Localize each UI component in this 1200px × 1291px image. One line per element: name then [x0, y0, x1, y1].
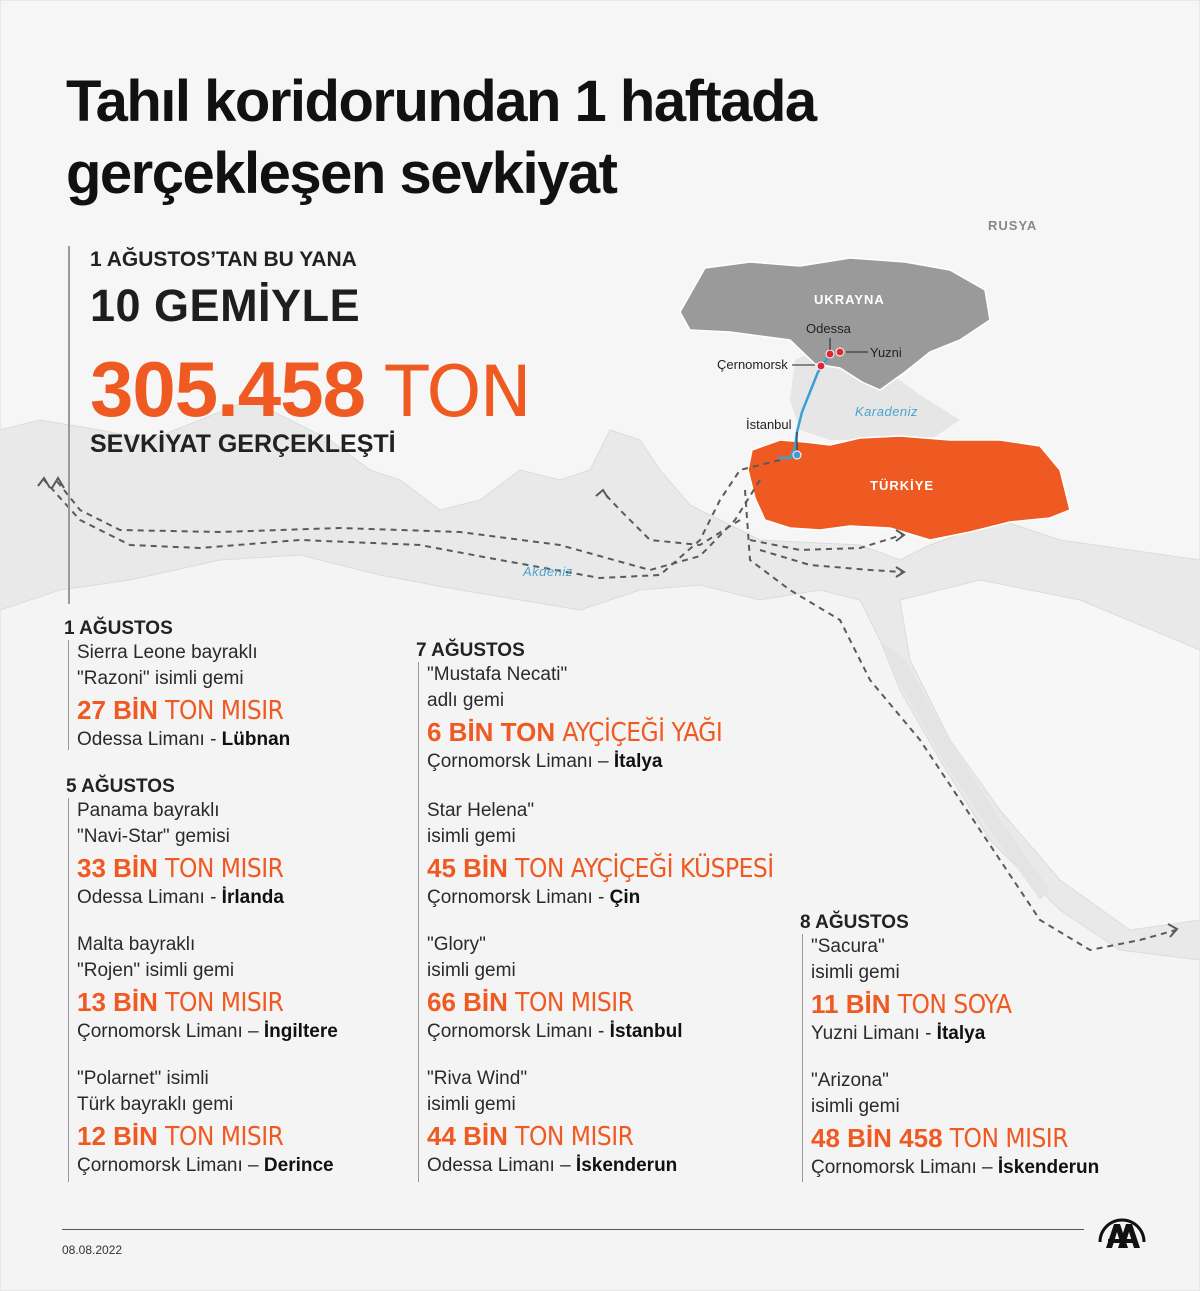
route-dest: İskenderun: [575, 1155, 678, 1176]
route-port: Çornomorsk Limanı –: [427, 751, 614, 772]
route-dest: İngiltere: [263, 1021, 338, 1042]
cargo-type: TON MISIR: [515, 1122, 634, 1152]
shipment-polarnet: [77, 1066, 407, 1179]
cargo-amount: 33 BİN: [77, 853, 158, 883]
route-port: Çornomorsk Limanı -: [427, 1021, 610, 1042]
ship-cargo: [811, 1122, 1141, 1155]
ship-cargo: [427, 716, 757, 749]
odessa-marker: [826, 350, 834, 358]
label-russia: RUSYA: [988, 218, 1038, 233]
cargo-amount: 6 BİN TON: [427, 717, 556, 747]
ship-route: [811, 1155, 1141, 1181]
ship-type: adlı gemi: [427, 690, 505, 711]
footer-date: 08.08.2022: [62, 1243, 123, 1257]
cargo-type: TON MISIR: [165, 854, 284, 884]
ship-name: "Glory": [427, 934, 486, 955]
route-port: Çornomorsk Limanı –: [811, 1157, 998, 1178]
cargo-amount: 44 BİN: [427, 1121, 508, 1151]
ship-cargo: [427, 1120, 757, 1153]
label-istanbul: İstanbul: [746, 417, 792, 432]
ship-name: "Arizona": [811, 1070, 889, 1091]
cargo-amount: 48 BİN 458: [811, 1123, 943, 1153]
ship-route: [811, 1021, 1141, 1047]
ship-type: isimli gemi: [427, 1094, 516, 1115]
ship-name: "Rojen" isimli gemi: [77, 960, 235, 981]
route-port: Çornomorsk Limanı –: [77, 1155, 264, 1176]
cargo-type: TON MISIR: [949, 1124, 1068, 1154]
date-1-agustos: 1 AĞUSTOS: [64, 618, 173, 639]
group-1-divider: [68, 640, 69, 750]
ship-cargo: [427, 986, 757, 1019]
shipment-razoni: [77, 640, 407, 753]
ship-flag: Sierra Leone bayraklı: [77, 642, 258, 663]
date-7-agustos: 7 AĞUSTOS: [416, 640, 525, 661]
route-dest: Çin: [609, 887, 641, 908]
route-port: Odessa Limanı –: [427, 1155, 576, 1176]
cargo-amount: 66 BİN: [427, 987, 508, 1017]
tons-unit: TON: [385, 351, 530, 433]
cargo-amount: 12 BİN: [77, 1121, 158, 1151]
group-7-divider: [418, 662, 419, 1182]
ship-type: isimli gemi: [811, 962, 900, 983]
ship-cargo: [77, 1120, 407, 1153]
ship-cargo: [77, 694, 407, 727]
ship-type: isimli gemi: [427, 826, 516, 847]
cargo-type: TON AYÇİÇEĞİ KÜSPESİ: [515, 854, 774, 884]
label-ukraine: UKRAYNA: [814, 292, 885, 307]
label-mediterranean: Akdeniz: [523, 564, 573, 579]
ship-name: Star Helena": [427, 800, 535, 821]
cargo-type: TON MISIR: [165, 988, 284, 1018]
tons-value: 305.458: [90, 345, 365, 433]
summary-ships: 10 GEMİYLE: [90, 280, 361, 331]
ship-cargo: [811, 988, 1141, 1021]
shipment-sacura: [811, 934, 1141, 1047]
ship-route: [77, 1153, 407, 1179]
route-dest: Lübnan: [221, 729, 291, 750]
cargo-type: AYÇİÇEĞİ YAĞI: [562, 718, 723, 748]
title-line-2: gerçekleşen sevkiyat: [66, 141, 617, 206]
cargo-type: TON MISIR: [515, 988, 634, 1018]
route-port: Odessa Limanı -: [77, 887, 222, 908]
ship-type: isimli gemi: [427, 960, 516, 981]
aa-logo-icon: [1094, 1208, 1150, 1259]
yuzni-marker: [836, 348, 844, 356]
cargo-amount: 27 BİN: [77, 695, 158, 725]
label-cernomorsk: Çernomorsk: [717, 357, 788, 372]
footer-divider: [62, 1229, 1084, 1230]
ship-route: [77, 885, 407, 911]
cargo-type: TON MISIR: [165, 696, 284, 726]
ship-cargo: [427, 852, 774, 885]
label-turkey: TÜRKİYE: [870, 478, 935, 493]
cargo-amount: 45 BİN: [427, 853, 508, 883]
shipment-navi-star: [77, 798, 407, 911]
label-yuzni: Yuzni: [870, 345, 902, 360]
page-title: [66, 66, 816, 210]
ship-flag: Türk bayraklı gemi: [77, 1094, 234, 1115]
date-8-agustos: 8 AĞUSTOS: [800, 912, 909, 933]
summary-tons: [90, 344, 530, 435]
cargo-type: TON SOYA: [897, 990, 1012, 1020]
route-port: Odessa Limanı -: [77, 729, 222, 750]
route-dest: İstanbul: [609, 1021, 683, 1042]
cargo-type: TON MISIR: [165, 1122, 284, 1152]
ship-name: "Polarnet" isimli: [77, 1068, 209, 1089]
ship-route: [427, 885, 757, 911]
ship-name: "Mustafa Necati": [427, 664, 568, 685]
route-dest: İtalya: [936, 1023, 986, 1044]
route-port: Yuzni Limanı -: [811, 1023, 937, 1044]
cernomorsk-marker: [817, 362, 825, 370]
route-dest: İtalya: [613, 751, 663, 772]
ship-route: [427, 749, 757, 775]
route-port: Çornomorsk Limanı –: [77, 1021, 264, 1042]
ship-route: [77, 1019, 407, 1045]
label-black-sea: Karadeniz: [855, 404, 919, 419]
group-5-divider: [68, 798, 69, 1182]
ship-type: isimli gemi: [811, 1096, 900, 1117]
istanbul-marker: [793, 451, 801, 459]
shipment-star-helena: [427, 798, 774, 911]
summary-done: SEVKİYAT GERÇEKLEŞTİ: [90, 430, 396, 458]
ship-route: [77, 727, 407, 753]
ship-route: [427, 1019, 757, 1045]
ship-cargo: [77, 986, 407, 1019]
route-dest: Derince: [263, 1155, 334, 1176]
ship-name: "Riva Wind": [427, 1068, 528, 1089]
shipment-arizona: [811, 1068, 1141, 1181]
route-dest: İrlanda: [221, 887, 284, 908]
group-8-divider: [802, 934, 803, 1182]
summary-since: 1 AĞUSTOS’TAN BU YANA: [90, 248, 357, 271]
ship-name: "Sacura": [811, 936, 885, 957]
shipment-rojen: [77, 932, 407, 1045]
ship-route: [427, 1153, 757, 1179]
shipment-riva-wind: [427, 1066, 757, 1179]
date-5-agustos: 5 AĞUSTOS: [66, 776, 175, 797]
cargo-amount: 13 BİN: [77, 987, 158, 1017]
shipment-mustafa-necati: [427, 662, 757, 775]
summary-divider: [68, 246, 70, 604]
ship-name: "Navi-Star" gemisi: [77, 826, 230, 847]
title-line-1: Tahıl koridorundan 1 haftada: [66, 69, 816, 134]
ship-flag: Panama bayraklı: [77, 800, 220, 821]
ship-flag: Malta bayraklı: [77, 934, 196, 955]
route-port: Çornomorsk Limanı -: [427, 887, 610, 908]
route-dest: İskenderun: [997, 1157, 1100, 1178]
shipment-glory: [427, 932, 757, 1045]
ship-cargo: [77, 852, 407, 885]
ship-name: "Razoni" isimli gemi: [77, 668, 244, 689]
cargo-amount: 11 BİN: [811, 989, 891, 1019]
label-odessa: Odessa: [806, 321, 851, 336]
